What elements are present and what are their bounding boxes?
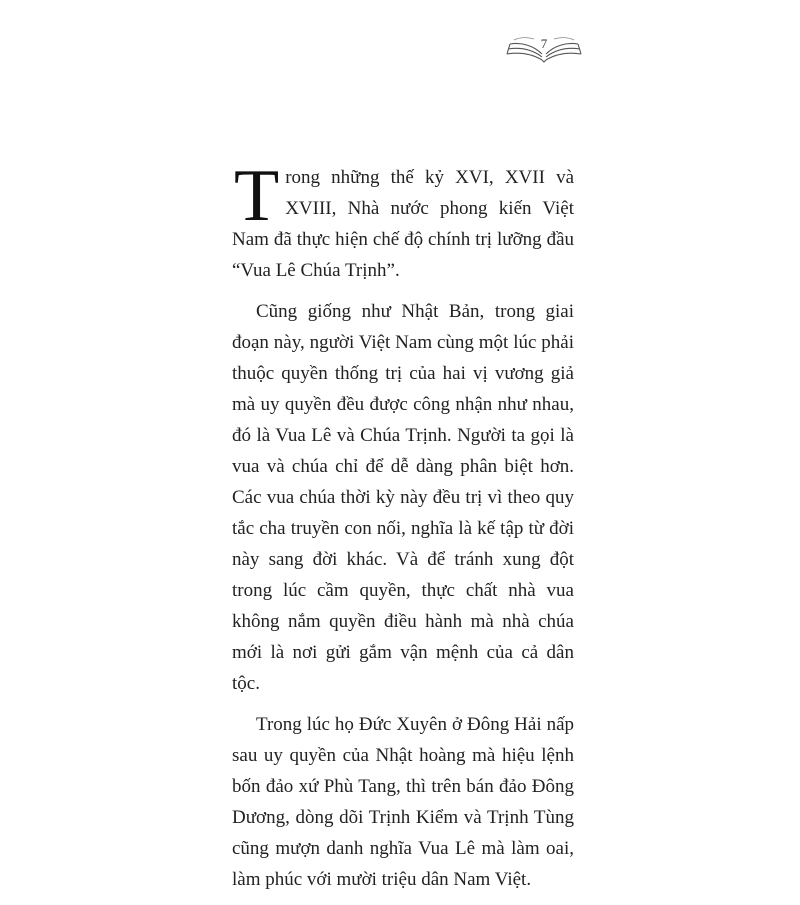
page-number: 7 [540,36,548,51]
paragraph-text: rong những thế kỷ XVI, XVII và XVIII, Nhà nước phong kiến Việt Nam đã thực hiện chế độ chính trị lưỡng đầu “Vua Lê Chúa Trịnh”. [232,167,574,281]
paragraph [232,155,574,286]
body-text [232,155,574,905]
paragraph: Cũng giống như Nhật Bản, trong giai đoạn này, người Việt Nam cùng một lúc phải thuộc quyền thống trị của hai vị vương giả mà uy quyền đều được công nhận như nhau, đó là Vua Lê và Chúa Trịnh. Người ta gọi là vua và chúa chỉ để dễ dàng phân biệt hơn. Các vua chúa thời kỳ này đều trị vì theo quy tắc cha truyền con nối, nghĩa là kế tập từ đời này sang đời khác. Và để tránh xung đột trong lúc cầm quyền, thực chất nhà vua không nắm quyền điều hành mà nhà chúa mới là nơi gửi gắm vận mệnh của cả dân tộc. [232,301,574,694]
paragraph: Trong lúc họ Đức Xuyên ở Đông Hải nấp sau uy quyền của Nhật hoàng mà hiệu lệnh bốn đảo xứ Phù Tang, thì trên bán đảo Đông Dương, dòng dõi Trịnh Kiểm và Trịnh Tùng cũng mượn danh nghĩa Vua Lê mà làm oai, làm phúc với mười triệu dân Nam Việt. [232,714,574,890]
drop-cap: T [234,155,280,237]
